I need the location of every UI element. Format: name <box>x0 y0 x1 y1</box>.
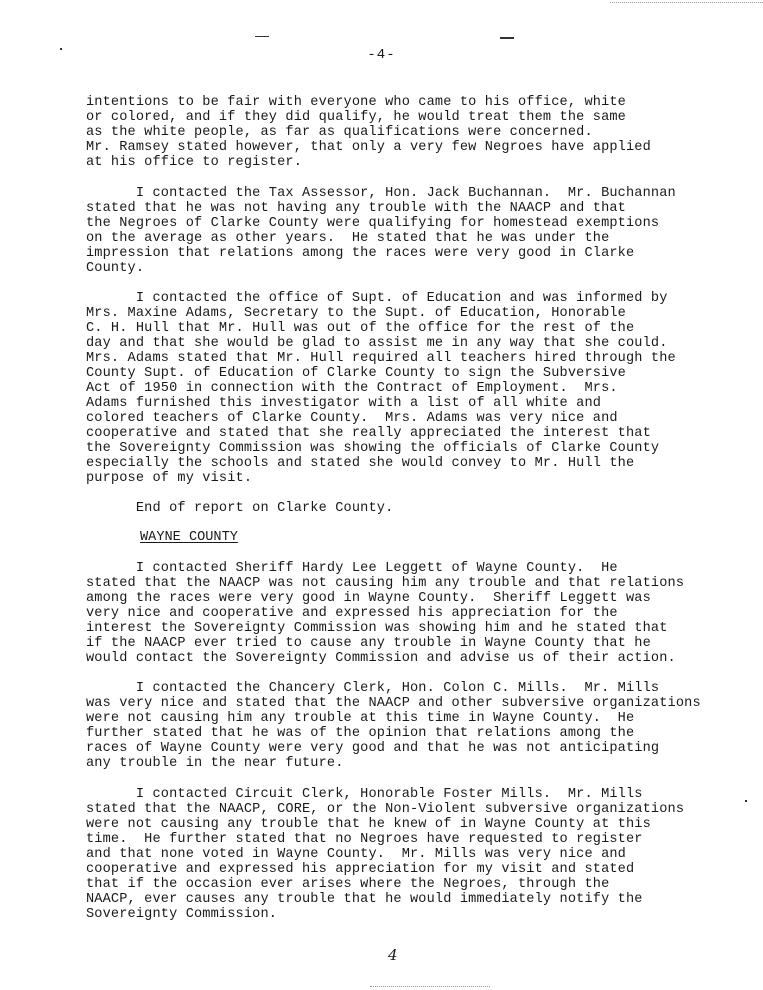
scan-edge-dots <box>370 986 490 987</box>
section-heading: WAYNE COUNTY <box>140 530 238 545</box>
paragraph: I contacted Sheriff Hardy Lee Leggett of Wayne County. He stated that the NAACP was not causing him any trouble and that relations among the races were very good in Wayne County. Sheriff Leggett was very nice and cooperative and expressed his appreciation for the interest the Sovereignty Commission was showing him and he stated that if the NAACP ever tried to cause any trouble in Wayne County that he would contact the Sovereignty Commission and advise us of their action. <box>86 561 685 666</box>
paragraph: I contacted Circuit Clerk, Honorable Foster Mills. Mr. Mills stated that the NAACP, CORE, or the Non-Violent subversive organizations were not causing any trouble that he knew of in Wayne County at this time. He further stated that no Negroes have requested to register and that none voted in Wayne County. Mr. Mills was very nice and cooperative and expressed his appreciation for my visit and stated that if the occasion ever arises where the Negroes, through the NAACP, ever causes any trouble that he would immediately notify the Sovereignty Commission. <box>86 787 685 922</box>
page-number: -4- <box>367 47 396 63</box>
scan-mark <box>255 36 269 37</box>
paragraph: I contacted the Chancery Clerk, Hon. Colon C. Mills. Mr. Mills was very nice and stated that the NAACP and other subversive organizations were not causing him any trouble at this time in Wayne County. He further stated that he was of the opinion that relations among the races of Wayne County were very good and that he was not anticipating any trouble in the near future. <box>86 681 701 771</box>
scan-mark <box>500 37 514 39</box>
paragraph: intentions to be fair with everyone who came to his office, white or colored, and if they did qualify, he would treat them the same as the white people, as far as qualifications were concerned. Mr. Ramsey stated however, that only a very few Negroes have applied at his office to register. <box>86 95 651 170</box>
paragraph: End of report on Clarke County. <box>86 501 394 516</box>
paragraph: I contacted the Tax Assessor, Hon. Jack Buchannan. Mr. Buchannan stated that he was not having any trouble with the NAACP and that the Negroes of Clarke County were qualifying for homestead exemptions on the average as other years. He stated that he was under the impression that relations among the races were very good in Clarke County. <box>86 186 676 276</box>
scan-edge-dots <box>610 2 763 3</box>
handwritten-page-number: 4 <box>388 946 398 964</box>
paragraph: I contacted the office of Supt. of Education and was informed by Mrs. Maxine Adams, Secretary to the Supt. of Education, Honorable C. H. Hull that Mr. Hull was out of the office for the rest of the day and that she would be glad to assist me in any way that she could. Mrs. Adams stated that Mr. Hull required all teachers hired through the County Supt. of Education of Clarke County to sign the Subversive Act of 1950 in connection with the Contract of Employment. Mrs. Adams furnished this investigator with a list of all white and colored teachers of Clarke County. Mrs. Adams was very nice and cooperative and stated that she really appreciated the interest that the Sovereignty Commission was showing the officials of Clarke County especially the schools and stated she would convey to Mr. Hull the purpose of my visit. <box>86 291 676 486</box>
